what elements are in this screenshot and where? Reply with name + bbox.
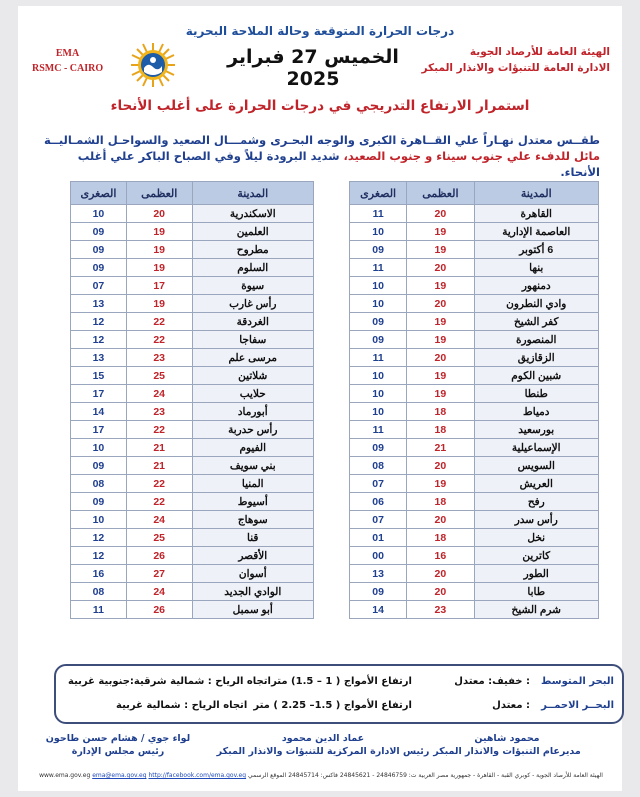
bulletin-date: الخميس 27 فبراير 2025 <box>227 46 399 90</box>
table-row <box>350 403 599 421</box>
signature-2: عماد الدين محمود رئيس الادارة المركزية للتنبؤات والانذار المبكر <box>216 733 430 757</box>
max-temp-cell: 21 <box>126 439 192 457</box>
table-row <box>71 439 314 457</box>
city-cell: الوادي الجديد <box>192 583 314 601</box>
city-cell: الاسكندرية <box>192 205 314 223</box>
signature-3: لواء جوي / هشام حسن طاحون رئيس مجلس الإدارة <box>45 733 191 757</box>
min-temp-cell: 10 <box>71 511 127 529</box>
min-temp-cell: 08 <box>71 475 127 493</box>
max-temp-cell: 18 <box>407 421 474 439</box>
min-temp-cell: 09 <box>71 457 127 475</box>
max-temp-cell: 20 <box>407 511 474 529</box>
city-cell: الزقازيق <box>474 349 599 367</box>
table-row <box>71 421 314 439</box>
max-temp-cell: 18 <box>407 529 474 547</box>
max-temp-cell: 23 <box>126 349 192 367</box>
table-row <box>71 583 314 601</box>
city-cell: سفاجا <box>192 331 314 349</box>
max-temp-cell: 22 <box>126 331 192 349</box>
city-cell: قنا <box>192 529 314 547</box>
city-cell: شبين الكوم <box>474 367 599 385</box>
city-cell: مطروح <box>192 241 314 259</box>
table-row <box>71 295 314 313</box>
table-row <box>71 547 314 565</box>
min-temp-cell: 08 <box>71 583 127 601</box>
min-temp-cell: 10 <box>350 403 407 421</box>
max-temp-cell: 23 <box>407 601 474 619</box>
city-cell: القاهرة <box>474 205 599 223</box>
table-row <box>71 457 314 475</box>
table-row <box>350 385 599 403</box>
min-temp-cell: 09 <box>350 583 407 601</box>
table-row <box>71 223 314 241</box>
table-row <box>350 493 599 511</box>
max-temp-cell: 18 <box>407 493 474 511</box>
max-temp-cell: 17 <box>126 277 192 295</box>
temperature-table-left <box>70 181 314 619</box>
max-temp-cell: 22 <box>126 493 192 511</box>
city-cell: رأس غارب <box>192 295 314 313</box>
city-cell: الفيوم <box>192 439 314 457</box>
max-temp-cell: 24 <box>126 511 192 529</box>
max-temp-cell: 25 <box>126 367 192 385</box>
red-sea-label: البحــر الاحمــر <box>541 700 614 711</box>
max-temp-cell: 20 <box>407 259 474 277</box>
min-temp-cell: 08 <box>350 457 407 475</box>
max-temp-cell: 25 <box>126 529 192 547</box>
min-temp-cell: 07 <box>350 511 407 529</box>
sea-navigation-box <box>54 664 624 724</box>
max-temp-cell: 26 <box>126 601 192 619</box>
min-temp-cell: 09 <box>350 439 407 457</box>
min-temp-cell: 12 <box>71 529 127 547</box>
footer: الهيئة العامة للأرصاد الجوية - كوبري القبة - القاهرة - جمهورية مصر العربية ت: 24846759 - 24845621 فاكس: 24845714 الموقع الرسمي www.ema.gov.eg ema@ema.gov.eg http://facebook.com/ema.gov.eg <box>39 772 603 779</box>
min-temp-cell: 11 <box>350 259 407 277</box>
forecast-headline: استمرار الارتفاع التدريجي في درجات الحرارة على أغلب الأنحاء <box>110 98 530 114</box>
table-row <box>71 475 314 493</box>
ema-logo-icon <box>130 42 176 88</box>
bulletin-title: درجات الحرارة المتوقعة وحالة الملاحة البحرية <box>185 24 455 38</box>
table-row <box>350 457 599 475</box>
city-cell: السلوم <box>192 259 314 277</box>
signature-1: محمود شاهين مديرعام التنبؤات والانذار المبكر <box>433 733 581 757</box>
max-temp-cell: 20 <box>407 349 474 367</box>
min-temp-cell: 09 <box>350 313 407 331</box>
table-row <box>350 223 599 241</box>
city-cell: بنها <box>474 259 599 277</box>
city-cell: شلاتين <box>192 367 314 385</box>
max-temp-cell: 19 <box>407 313 474 331</box>
min-temp-cell: 07 <box>71 277 127 295</box>
min-temp-cell: 12 <box>71 313 127 331</box>
table-row <box>71 205 314 223</box>
min-temp-cell: 13 <box>71 295 127 313</box>
min-temp-cell: 10 <box>71 439 127 457</box>
min-temp-cell: 13 <box>71 349 127 367</box>
table-row <box>350 259 599 277</box>
city-cell: السويس <box>474 457 599 475</box>
city-cell: رأس حدربة <box>192 421 314 439</box>
max-temp-cell: 19 <box>407 277 474 295</box>
city-cell: سيوة <box>192 277 314 295</box>
city-cell: المنصورة <box>474 331 599 349</box>
bulletin-page <box>18 6 622 791</box>
max-temp-cell: 21 <box>126 457 192 475</box>
column-header-city: المدينة <box>474 182 599 205</box>
city-cell: بورسعيد <box>474 421 599 439</box>
max-temp-cell: 19 <box>407 241 474 259</box>
max-temp-cell: 21 <box>407 439 474 457</box>
min-temp-cell: 12 <box>71 547 127 565</box>
max-temp-cell: 24 <box>126 385 192 403</box>
max-temp-cell: 19 <box>126 259 192 277</box>
min-temp-cell: 09 <box>71 241 127 259</box>
min-temp-cell: 17 <box>71 385 127 403</box>
table-row <box>71 511 314 529</box>
max-temp-cell: 26 <box>126 547 192 565</box>
min-temp-cell: 10 <box>350 295 407 313</box>
city-cell: العريش <box>474 475 599 493</box>
city-cell: حلايب <box>192 385 314 403</box>
city-cell: دمياط <box>474 403 599 421</box>
min-temp-cell: 10 <box>350 385 407 403</box>
table-row <box>71 241 314 259</box>
min-temp-cell: 10 <box>350 277 407 295</box>
city-cell: العاصمة الإدارية <box>474 223 599 241</box>
city-cell: سوهاج <box>192 511 314 529</box>
min-temp-cell: 10 <box>71 205 127 223</box>
city-cell: كاترين <box>474 547 599 565</box>
table-row <box>71 367 314 385</box>
city-cell: الطور <box>474 565 599 583</box>
table-row <box>350 583 599 601</box>
column-header-min: الصغرى <box>350 182 407 205</box>
max-temp-cell: 22 <box>126 475 192 493</box>
max-temp-cell: 19 <box>407 331 474 349</box>
city-cell: أبو سمبل <box>192 601 314 619</box>
max-temp-cell: 19 <box>126 295 192 313</box>
min-temp-cell: 00 <box>350 547 407 565</box>
table-row <box>350 601 599 619</box>
table-row <box>71 313 314 331</box>
max-temp-cell: 20 <box>407 205 474 223</box>
min-temp-cell: 09 <box>71 223 127 241</box>
organization-name: الهيئة العامة للأرصاد الجوية الادارة العامة للتنبؤات والانذار المبكر <box>421 46 610 74</box>
table-row <box>350 331 599 349</box>
table-row <box>350 313 599 331</box>
table-row <box>350 565 599 583</box>
med-sea-state: : خفيف: معتدل <box>454 676 530 687</box>
table-row <box>350 349 599 367</box>
max-temp-cell: 20 <box>407 295 474 313</box>
min-temp-cell: 14 <box>350 601 407 619</box>
min-temp-cell: 09 <box>71 259 127 277</box>
med-sea-label: البحر المتوسط <box>541 676 614 687</box>
table-row <box>350 547 599 565</box>
temperature-table-right <box>349 181 599 619</box>
min-temp-cell: 01 <box>350 529 407 547</box>
table-row <box>350 367 599 385</box>
max-temp-cell: 19 <box>407 475 474 493</box>
table-row <box>350 529 599 547</box>
table-row <box>71 277 314 295</box>
table-row <box>350 277 599 295</box>
max-temp-cell: 24 <box>126 583 192 601</box>
city-cell: مرسى علم <box>192 349 314 367</box>
min-temp-cell: 17 <box>71 421 127 439</box>
min-temp-cell: 07 <box>350 475 407 493</box>
table-row <box>350 295 599 313</box>
city-cell: أبورماد <box>192 403 314 421</box>
city-cell: وادي النطرون <box>474 295 599 313</box>
table-row <box>71 601 314 619</box>
city-cell: بني سويف <box>192 457 314 475</box>
max-temp-cell: 22 <box>126 313 192 331</box>
table-row <box>350 205 599 223</box>
footer-email-link[interactable]: ema@ema.gov.eg <box>92 772 147 779</box>
max-temp-cell: 19 <box>407 385 474 403</box>
max-temp-cell: 20 <box>126 205 192 223</box>
table-row <box>71 529 314 547</box>
red-sea-state: : معتدل <box>492 700 530 711</box>
table-row <box>71 385 314 403</box>
column-header-min: الصغرى <box>71 182 127 205</box>
city-cell: أسوان <box>192 565 314 583</box>
min-temp-cell: 11 <box>350 205 407 223</box>
table-row <box>71 331 314 349</box>
med-sea-wind: اتجاه الرياح : شمالية شرقية:جنوبية غربية <box>68 676 271 687</box>
max-temp-cell: 20 <box>407 583 474 601</box>
max-temp-cell: 20 <box>407 457 474 475</box>
min-temp-cell: 09 <box>350 331 407 349</box>
min-temp-cell: 10 <box>350 223 407 241</box>
table-row <box>350 439 599 457</box>
min-temp-cell: 09 <box>71 493 127 511</box>
max-temp-cell: 19 <box>407 223 474 241</box>
city-cell: المنيا <box>192 475 314 493</box>
max-temp-cell: 20 <box>407 565 474 583</box>
city-cell: رأس سدر <box>474 511 599 529</box>
table-row <box>350 421 599 439</box>
max-temp-cell: 19 <box>407 367 474 385</box>
max-temp-cell: 19 <box>126 241 192 259</box>
min-temp-cell: 10 <box>350 367 407 385</box>
city-cell: 6 أكتوبر <box>474 241 599 259</box>
ema-label: EMA RSMC - CAIRO <box>32 48 104 74</box>
table-row <box>350 475 599 493</box>
max-temp-cell: 27 <box>126 565 192 583</box>
city-cell: أسيوط <box>192 493 314 511</box>
table-row <box>71 565 314 583</box>
max-temp-cell: 22 <box>126 421 192 439</box>
city-cell: الأقصر <box>192 547 314 565</box>
min-temp-cell: 06 <box>350 493 407 511</box>
column-header-max: العظمى <box>126 182 192 205</box>
min-temp-cell: 15 <box>71 367 127 385</box>
forecast-description: طقــس معتدل نهـاراً علي القــاهرة الكبرى والوجه البحـرى وشمـــال الصعيد والسواحـل الشمـاليــة مائل للدفء علي جنوب سيناء و جنوب الصعيد، شديد البرودة ليلاً وفي الصباح الباكر علي أغلب الأنحاء. <box>43 133 600 179</box>
table-row <box>71 403 314 421</box>
footer-facebook-link[interactable]: http://facebook.com/ema.gov.eg <box>148 772 247 779</box>
min-temp-cell: 13 <box>350 565 407 583</box>
city-cell: كفر الشيخ <box>474 313 599 331</box>
min-temp-cell: 09 <box>350 241 407 259</box>
city-cell: رفح <box>474 493 599 511</box>
min-temp-cell: 11 <box>71 601 127 619</box>
max-temp-cell: 23 <box>126 403 192 421</box>
med-sea-waves: ارتفاع الأمواج ( 1 – 1.5) متر <box>271 676 412 687</box>
table-row <box>350 511 599 529</box>
city-cell: العلمين <box>192 223 314 241</box>
table-row <box>71 493 314 511</box>
min-temp-cell: 16 <box>71 565 127 583</box>
city-cell: طابا <box>474 583 599 601</box>
min-temp-cell: 12 <box>71 331 127 349</box>
min-temp-cell: 11 <box>350 349 407 367</box>
table-row <box>71 349 314 367</box>
max-temp-cell: 19 <box>126 223 192 241</box>
max-temp-cell: 18 <box>407 403 474 421</box>
min-temp-cell: 11 <box>350 421 407 439</box>
city-cell: الغردقة <box>192 313 314 331</box>
table-row <box>350 241 599 259</box>
column-header-max: العظمى <box>407 182 474 205</box>
max-temp-cell: 16 <box>407 547 474 565</box>
red-sea-waves: ارتفاع الأمواج ( 1.5– 2.25 ) متر <box>253 700 412 711</box>
city-cell: الإسماعيلية <box>474 439 599 457</box>
red-sea-wind: اتجاه الرياح : شمالية غربية <box>116 700 248 711</box>
city-cell: نخل <box>474 529 599 547</box>
city-cell: دمنهور <box>474 277 599 295</box>
min-temp-cell: 14 <box>71 403 127 421</box>
table-row <box>71 259 314 277</box>
city-cell: طنطا <box>474 385 599 403</box>
column-header-city: المدينة <box>192 182 314 205</box>
city-cell: شرم الشيخ <box>474 601 599 619</box>
